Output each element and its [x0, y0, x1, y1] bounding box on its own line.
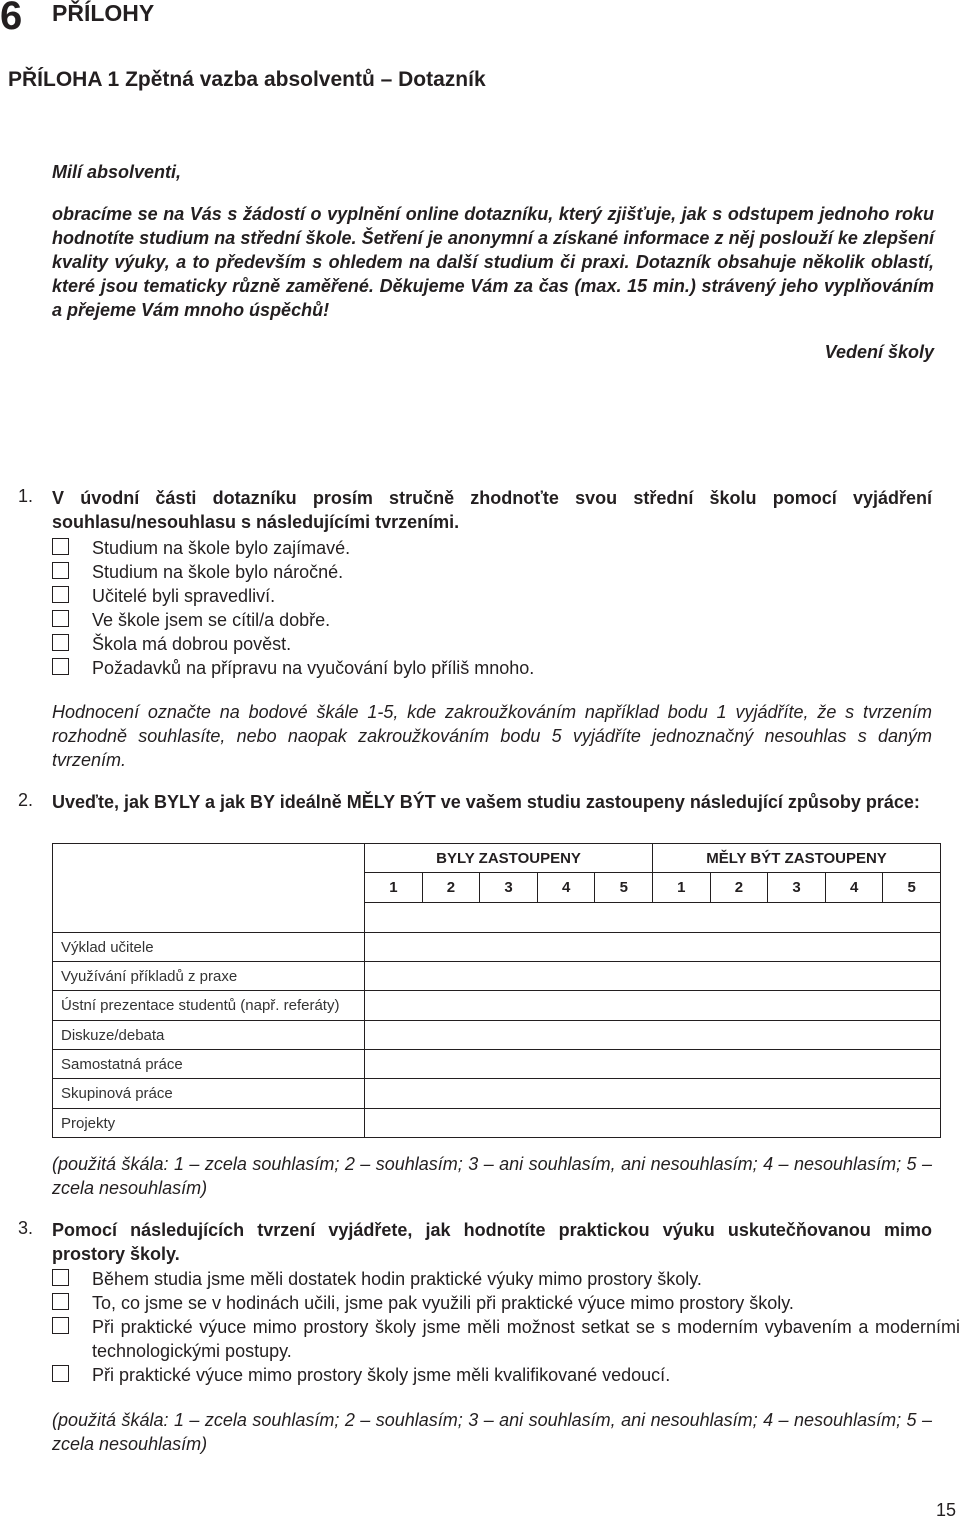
scale-cell: 2 [422, 873, 480, 903]
chapter-number: 6 [0, 0, 23, 38]
row-label: Skupinová práce [53, 1079, 365, 1109]
option-item [52, 1267, 960, 1291]
q2-scale-note: (použitá škála: 1 – zcela souhlasím; 2 – souhlasím; 3 – ani souhlasím, ani nesouhlasím; 4 – nesouhlasím; 5 – zcela nesouhlasím) [52, 1154, 932, 1198]
annex-title: PŘÍLOHA 1 Zpětná vazba absolventů – Dotazník [8, 68, 486, 91]
checkbox[interactable] [52, 1317, 69, 1334]
checkbox[interactable] [52, 610, 69, 627]
option-item [52, 656, 960, 680]
table-row [53, 1109, 941, 1138]
option-label: Škola má dobrou pověst. [92, 634, 292, 654]
checkbox[interactable] [52, 562, 69, 579]
page-number: 15 [935, 1500, 956, 1520]
scale-cell: 4 [825, 873, 883, 903]
checkbox[interactable] [52, 1365, 69, 1382]
row-label: Diskuze/debata [53, 1021, 365, 1050]
option-label: Požadavků na přípravu na vyučování bylo příliš mnoho. [92, 658, 535, 678]
scale-cell: 2 [710, 873, 768, 903]
option-item [52, 584, 960, 608]
intro-greeting: Milí absolventi, [52, 162, 182, 182]
question-2-number: 2. [18, 790, 34, 810]
checkbox[interactable] [52, 1293, 69, 1310]
option-item [52, 536, 960, 560]
option-item [52, 560, 960, 584]
option-label: Učitelé byli spravedliví. [92, 586, 276, 606]
question-1-options [52, 536, 960, 680]
checkbox[interactable] [52, 586, 69, 603]
checkbox[interactable] [52, 634, 69, 651]
q3-scale-note: (použitá škála: 1 – zcela souhlasím; 2 – souhlasím; 3 – ani souhlasím, ani nesouhlasím; 4 – nesouhlasím; 5 – zcela nesouhlasím) [52, 1410, 932, 1454]
question-3-options [52, 1267, 960, 1387]
scale-cell: 4 [537, 873, 595, 903]
option-label: Ve škole jsem se cítil/a dobře. [92, 610, 331, 630]
scale-cell: 5 [883, 873, 941, 903]
question-2-text: Uveďte, jak BYLY a jak BY ideálně MĚLY BÝT ve vašem studiu zastoupeny následující způsoby práce: [52, 792, 920, 812]
scale-cell: 3 [768, 873, 826, 903]
row-label: Projekty [53, 1109, 365, 1138]
rating-note: Hodnocení označte na bodové škále 1-5, kde zakroužkováním například bodu 1 vyjádříte, že s tvrzením rozhodně souhlasíte, nebo naopak zakroužkováním bodu 5 vyjádříte jednoznačný nesouhlas s daným tvrzením. [52, 702, 932, 770]
option-label: Studium na škole bylo náročné. [92, 562, 344, 582]
option-label: To, co jsme se v hodinách učili, jsme pak využili při praktické výuce mimo prostory školy. [92, 1293, 794, 1313]
header-byly: BYLY ZASTOUPENY [365, 844, 653, 873]
question-3-number: 3. [18, 1218, 34, 1238]
rating-table [52, 843, 941, 1138]
question-1-text: V úvodní části dotazníku prosím stručně zhodnoťte svou střední školu pomocí vyjádření souhlasu/nesouhlasu s následujícími tvrzeními. [52, 488, 932, 532]
option-item [52, 608, 960, 632]
chapter-title: PŘÍLOHY [52, 0, 155, 26]
signature: Vedení školy [824, 342, 934, 362]
scale-cell: 3 [480, 873, 538, 903]
option-item [52, 1363, 960, 1387]
option-item [52, 632, 960, 656]
option-label: Při praktické výuce mimo prostory školy jsme měli kvalifikované vedoucí. [92, 1365, 671, 1385]
row-label: Využívání příkladů z praxe [53, 962, 365, 991]
table-row [53, 991, 941, 1021]
option-item [52, 1291, 960, 1315]
table-row [53, 1021, 941, 1050]
table-corner [53, 844, 365, 903]
table-row [53, 1050, 941, 1079]
option-label: Studium na škole bylo zajímavé. [92, 538, 351, 558]
row-label: Samostatná práce [53, 1050, 365, 1079]
checkbox[interactable] [52, 538, 69, 555]
question-1-number: 1. [18, 486, 34, 506]
option-label: Během studia jsme měli dostatek hodin praktické výuky mimo prostory školy. [92, 1269, 702, 1289]
table-row [53, 933, 941, 962]
table-spacer-row [53, 903, 941, 933]
table-row [53, 1079, 941, 1109]
option-item [52, 1315, 960, 1363]
row-label: Ústní prezentace studentů (např. referáty) [53, 991, 365, 1021]
question-3-text: Pomocí následujících tvrzení vyjádřete, jak hodnotíte praktickou výuku uskutečňovanou mimo prostory školy. [52, 1220, 932, 1264]
scale-cell: 5 [595, 873, 653, 903]
option-label: Při praktické výuce mimo prostory školy jsme měli možnost setkat se s moderním vybavením a moderními technologickými postupy. [92, 1317, 960, 1361]
intro-body: obracíme se na Vás s žádostí o vyplnění online dotazníku, který zjišťuje, jak s odstupem jednoho roku hodnotíte studium na střední škole. Šetření je anonymní a získané informace z něj poslouží ke zlepšení kvality výuky, a to především s ohledem na další studium či praxi. Dotazník obsahuje několik oblastí, které jsou tematicky různě zaměřené. Děkujeme Vám za čas (max. 15 min.) strávený jeho vyplňováním a přejeme Vám mnoho úspěchů! [52, 204, 934, 320]
scale-cell: 1 [365, 873, 423, 903]
checkbox[interactable] [52, 1269, 69, 1286]
row-label: Výklad učitele [53, 933, 365, 962]
header-mely: MĚLY BÝT ZASTOUPENY [653, 844, 941, 873]
checkbox[interactable] [52, 658, 69, 675]
scale-cell: 1 [653, 873, 711, 903]
table-row [53, 962, 941, 991]
